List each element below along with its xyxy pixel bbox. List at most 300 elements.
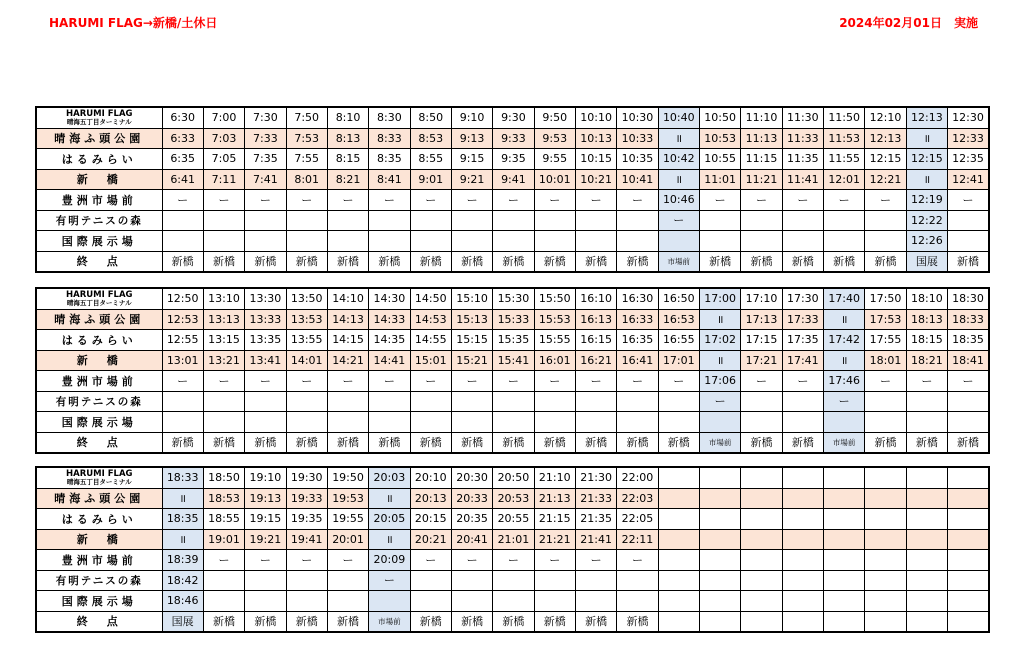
- time-cell: ー: [948, 371, 989, 392]
- time-cell: [948, 591, 989, 612]
- time-cell: [369, 231, 410, 252]
- time-cell: 17:06: [699, 371, 740, 392]
- stop-label: はるみらい: [36, 509, 162, 530]
- time-cell: ー: [617, 371, 658, 392]
- time-cell: 10:13: [575, 128, 616, 149]
- time-cell: 17:00: [699, 288, 740, 309]
- time-cell: 10:15: [575, 149, 616, 170]
- time-cell: [327, 391, 368, 412]
- time-cell: [948, 488, 989, 509]
- time-cell: [575, 391, 616, 412]
- time-cell: ー: [575, 371, 616, 392]
- time-cell: 8:30: [369, 107, 410, 128]
- time-cell: 8:10: [327, 107, 368, 128]
- row-shimbashi: [36, 529, 989, 550]
- time-cell: [245, 231, 286, 252]
- time-cell: [286, 210, 327, 231]
- row-ariake-tennis: [36, 210, 989, 231]
- time-cell: 10:33: [617, 128, 658, 149]
- time-cell: [410, 391, 451, 412]
- destination-cell: 新橋: [162, 432, 203, 453]
- time-cell: 16:10: [575, 288, 616, 309]
- time-cell: 18:01: [865, 350, 906, 371]
- time-cell: [824, 467, 865, 488]
- time-cell: 19:01: [203, 529, 244, 550]
- time-cell: 20:15: [410, 509, 451, 530]
- time-cell: 20:05: [369, 509, 410, 530]
- time-cell: 8:53: [410, 128, 451, 149]
- time-cell: 9:01: [410, 169, 451, 190]
- stop-label: 終 点: [36, 611, 162, 632]
- destination-cell: 新橋: [493, 432, 534, 453]
- timetable-title: HARUMI FLAG→新橋/土休日: [49, 16, 218, 30]
- time-cell: ー: [865, 190, 906, 211]
- time-cell: ー: [658, 371, 699, 392]
- time-cell: 12:15: [865, 149, 906, 170]
- time-cell: [824, 591, 865, 612]
- destination-cell: 新橋: [369, 251, 410, 272]
- time-cell: [782, 591, 823, 612]
- destination-cell: [948, 611, 989, 632]
- stop-label: 晴海ふ頭公園: [36, 488, 162, 509]
- time-cell: ー: [658, 210, 699, 231]
- row-terminal: [36, 611, 989, 632]
- time-cell: 15:41: [493, 350, 534, 371]
- time-cell: ー: [575, 550, 616, 571]
- time-cell: ー: [410, 190, 451, 211]
- destination-cell: 新橋: [534, 432, 575, 453]
- destination-cell: 新橋: [575, 251, 616, 272]
- time-cell: ー: [410, 550, 451, 571]
- time-cell: 21:41: [575, 529, 616, 550]
- time-cell: [451, 391, 492, 412]
- time-cell: 13:53: [286, 309, 327, 330]
- destination-cell: 新橋: [865, 251, 906, 272]
- time-cell: ー: [245, 371, 286, 392]
- time-cell: 13:55: [286, 330, 327, 351]
- timetable-block-1: [35, 106, 990, 273]
- time-cell: [699, 550, 740, 571]
- time-cell: [741, 509, 782, 530]
- time-cell: [782, 231, 823, 252]
- time-cell: 8:01: [286, 169, 327, 190]
- time-cell: ー: [493, 371, 534, 392]
- time-cell: 16:41: [617, 350, 658, 371]
- destination-cell: 国展: [906, 251, 947, 272]
- stop-label: 晴海ふ頭公園: [36, 128, 162, 149]
- destination-cell: 新橋: [658, 432, 699, 453]
- time-cell: ー: [824, 391, 865, 412]
- time-cell: [906, 488, 947, 509]
- time-cell: [699, 591, 740, 612]
- time-cell: 7:11: [203, 169, 244, 190]
- time-cell: ー: [245, 190, 286, 211]
- time-cell: [162, 210, 203, 231]
- time-cell: 20:01: [327, 529, 368, 550]
- time-cell: 9:15: [451, 149, 492, 170]
- time-cell: [410, 210, 451, 231]
- time-cell: 10:46: [658, 190, 699, 211]
- time-cell: 11:10: [741, 107, 782, 128]
- time-cell: ー: [741, 190, 782, 211]
- time-cell: [410, 412, 451, 433]
- time-cell: 18:42: [162, 570, 203, 591]
- time-cell: 7:50: [286, 107, 327, 128]
- time-cell: [741, 570, 782, 591]
- time-cell: [617, 210, 658, 231]
- time-cell: [906, 570, 947, 591]
- time-cell: [245, 570, 286, 591]
- time-cell: 18:13: [906, 309, 947, 330]
- time-cell: 12:10: [865, 107, 906, 128]
- destination-cell: 新橋: [699, 251, 740, 272]
- time-cell: ー: [575, 190, 616, 211]
- time-cell: [203, 210, 244, 231]
- time-cell: [410, 570, 451, 591]
- time-cell: 11:30: [782, 107, 823, 128]
- time-cell: [948, 550, 989, 571]
- time-cell: [782, 210, 823, 231]
- time-cell: 12:21: [865, 169, 906, 190]
- stop-label: 新 橋: [36, 169, 162, 190]
- time-cell: 20:21: [410, 529, 451, 550]
- time-cell: 18:53: [203, 488, 244, 509]
- time-cell: 12:01: [824, 169, 865, 190]
- time-cell: [203, 231, 244, 252]
- time-cell: ॥: [824, 350, 865, 371]
- time-cell: 18:33: [948, 309, 989, 330]
- time-cell: [451, 231, 492, 252]
- destination-cell: 新橋: [203, 611, 244, 632]
- row-shimbashi: [36, 169, 989, 190]
- time-cell: 20:55: [493, 509, 534, 530]
- time-cell: 7:35: [245, 149, 286, 170]
- destination-cell: 新橋: [906, 432, 947, 453]
- stop-label: 国際展示場: [36, 591, 162, 612]
- time-cell: 20:03: [369, 467, 410, 488]
- time-cell: [824, 570, 865, 591]
- time-cell: 10:50: [699, 107, 740, 128]
- time-cell: ー: [451, 371, 492, 392]
- time-cell: 15:01: [410, 350, 451, 371]
- destination-cell: [824, 611, 865, 632]
- destination-cell: 国展: [162, 611, 203, 632]
- time-cell: 13:35: [245, 330, 286, 351]
- destination-cell: 新橋: [741, 251, 782, 272]
- time-cell: 18:33: [162, 467, 203, 488]
- time-cell: ॥: [824, 309, 865, 330]
- row-harumi-futo-koen: [36, 128, 989, 149]
- time-cell: [782, 529, 823, 550]
- time-cell: 14:10: [327, 288, 368, 309]
- time-cell: [699, 570, 740, 591]
- time-cell: [493, 570, 534, 591]
- time-cell: ॥: [906, 128, 947, 149]
- time-cell: [575, 412, 616, 433]
- time-cell: 20:30: [451, 467, 492, 488]
- time-cell: 11:35: [782, 149, 823, 170]
- destination-cell: 新橋: [824, 251, 865, 272]
- time-cell: [906, 509, 947, 530]
- time-cell: 19:15: [245, 509, 286, 530]
- time-cell: 21:10: [534, 467, 575, 488]
- time-cell: [906, 391, 947, 412]
- time-cell: 14:41: [369, 350, 410, 371]
- destination-cell: 新橋: [245, 432, 286, 453]
- stop-label: 終 点: [36, 432, 162, 453]
- time-cell: 13:01: [162, 350, 203, 371]
- time-cell: 19:13: [245, 488, 286, 509]
- time-cell: [741, 550, 782, 571]
- destination-cell: 新橋: [782, 251, 823, 272]
- time-cell: 8:41: [369, 169, 410, 190]
- time-cell: ー: [203, 550, 244, 571]
- time-cell: [948, 467, 989, 488]
- time-cell: 17:15: [741, 330, 782, 351]
- time-cell: [286, 412, 327, 433]
- time-cell: 9:10: [451, 107, 492, 128]
- time-cell: [658, 529, 699, 550]
- destination-cell: 新橋: [617, 611, 658, 632]
- time-cell: [369, 591, 410, 612]
- time-cell: 14:53: [410, 309, 451, 330]
- time-cell: ー: [617, 550, 658, 571]
- time-cell: [617, 570, 658, 591]
- time-cell: ー: [451, 190, 492, 211]
- time-cell: ー: [369, 190, 410, 211]
- time-cell: [658, 509, 699, 530]
- destination-cell: 新橋: [575, 432, 616, 453]
- time-cell: ॥: [658, 169, 699, 190]
- time-cell: 17:50: [865, 288, 906, 309]
- time-cell: [865, 231, 906, 252]
- time-cell: ー: [782, 371, 823, 392]
- time-cell: ー: [534, 550, 575, 571]
- time-cell: 12:35: [948, 149, 989, 170]
- destination-cell: [741, 611, 782, 632]
- time-cell: [245, 210, 286, 231]
- time-cell: [782, 488, 823, 509]
- time-cell: 7:53: [286, 128, 327, 149]
- destination-cell: 新橋: [534, 611, 575, 632]
- row-harumirai: [36, 330, 989, 351]
- destination-cell: 新橋: [451, 432, 492, 453]
- row-toyosu-shijo-mae: [36, 371, 989, 392]
- time-cell: 19:41: [286, 529, 327, 550]
- time-cell: [534, 231, 575, 252]
- time-cell: 16:21: [575, 350, 616, 371]
- destination-cell: 新橋: [451, 251, 492, 272]
- time-cell: 9:50: [534, 107, 575, 128]
- time-cell: ॥: [369, 529, 410, 550]
- destination-cell: 市場前: [658, 251, 699, 272]
- time-cell: [493, 412, 534, 433]
- time-cell: [741, 231, 782, 252]
- row-toyosu-shijo-mae: [36, 190, 989, 211]
- time-cell: [451, 570, 492, 591]
- time-cell: [658, 570, 699, 591]
- time-cell: 20:09: [369, 550, 410, 571]
- time-cell: [948, 509, 989, 530]
- time-cell: [658, 488, 699, 509]
- destination-cell: 市場前: [369, 611, 410, 632]
- time-cell: 22:11: [617, 529, 658, 550]
- stop-label-origin: [36, 288, 162, 309]
- time-cell: [162, 231, 203, 252]
- time-cell: 10:55: [699, 149, 740, 170]
- time-cell: 8:21: [327, 169, 368, 190]
- destination-cell: 新橋: [948, 251, 989, 272]
- time-cell: [948, 231, 989, 252]
- time-cell: [286, 570, 327, 591]
- time-cell: [203, 570, 244, 591]
- stop-label: 晴海ふ頭公園: [36, 309, 162, 330]
- time-cell: 9:13: [451, 128, 492, 149]
- destination-cell: 新橋: [948, 432, 989, 453]
- destination-cell: 新橋: [286, 432, 327, 453]
- time-cell: ॥: [162, 488, 203, 509]
- time-cell: ー: [493, 190, 534, 211]
- time-cell: 16:30: [617, 288, 658, 309]
- time-cell: [658, 391, 699, 412]
- destination-cell: [699, 611, 740, 632]
- time-cell: [948, 210, 989, 231]
- time-cell: [451, 210, 492, 231]
- row-harumi-futo-koen: [36, 309, 989, 330]
- time-cell: 12:30: [948, 107, 989, 128]
- row-kokusai-tenjijo: [36, 591, 989, 612]
- time-cell: [162, 412, 203, 433]
- time-cell: 17:01: [658, 350, 699, 371]
- time-cell: [617, 391, 658, 412]
- destination-cell: 新橋: [369, 432, 410, 453]
- time-cell: 18:10: [906, 288, 947, 309]
- time-cell: [906, 412, 947, 433]
- time-cell: 10:01: [534, 169, 575, 190]
- time-cell: ー: [741, 371, 782, 392]
- time-cell: ー: [699, 190, 740, 211]
- time-cell: 8:15: [327, 149, 368, 170]
- time-cell: [865, 570, 906, 591]
- row-harumirai: [36, 509, 989, 530]
- time-cell: 17:41: [782, 350, 823, 371]
- destination-cell: 新橋: [410, 251, 451, 272]
- time-cell: [699, 488, 740, 509]
- time-cell: [534, 210, 575, 231]
- time-cell: [369, 210, 410, 231]
- time-cell: 18:41: [948, 350, 989, 371]
- time-cell: 16:53: [658, 309, 699, 330]
- time-cell: [369, 391, 410, 412]
- destination-cell: 新橋: [493, 251, 534, 272]
- time-cell: 8:50: [410, 107, 451, 128]
- time-cell: ー: [245, 550, 286, 571]
- time-cell: 10:40: [658, 107, 699, 128]
- time-cell: 9:41: [493, 169, 534, 190]
- time-cell: 14:13: [327, 309, 368, 330]
- time-cell: 20:53: [493, 488, 534, 509]
- destination-cell: 新橋: [493, 611, 534, 632]
- row-harumi-futo-koen: [36, 488, 989, 509]
- time-cell: 7:00: [203, 107, 244, 128]
- time-cell: 20:13: [410, 488, 451, 509]
- stop-label-origin: [36, 467, 162, 488]
- row-harumi-flag: [36, 107, 989, 128]
- time-cell: 17:53: [865, 309, 906, 330]
- time-cell: 16:01: [534, 350, 575, 371]
- time-cell: [865, 591, 906, 612]
- stop-label-origin-jp: 晴海五丁目ターミナル: [66, 298, 132, 307]
- time-cell: 17:13: [741, 309, 782, 330]
- time-cell: 19:50: [327, 467, 368, 488]
- time-cell: ー: [327, 190, 368, 211]
- time-cell: [948, 391, 989, 412]
- time-cell: 6:30: [162, 107, 203, 128]
- time-cell: ー: [865, 371, 906, 392]
- time-cell: 16:50: [658, 288, 699, 309]
- time-cell: 16:33: [617, 309, 658, 330]
- time-cell: [658, 467, 699, 488]
- time-cell: 20:41: [451, 529, 492, 550]
- time-cell: [245, 391, 286, 412]
- time-cell: ー: [948, 190, 989, 211]
- time-cell: [699, 509, 740, 530]
- time-cell: 15:53: [534, 309, 575, 330]
- time-cell: [741, 488, 782, 509]
- destination-cell: 新橋: [741, 432, 782, 453]
- time-cell: [327, 412, 368, 433]
- time-cell: 8:33: [369, 128, 410, 149]
- time-cell: [203, 391, 244, 412]
- time-cell: [493, 591, 534, 612]
- time-cell: [617, 591, 658, 612]
- time-cell: 12:33: [948, 128, 989, 149]
- time-cell: 21:33: [575, 488, 616, 509]
- time-cell: [741, 591, 782, 612]
- time-cell: ॥: [699, 309, 740, 330]
- time-cell: [658, 412, 699, 433]
- time-cell: [948, 412, 989, 433]
- time-cell: [617, 412, 658, 433]
- stop-label-origin-en: HARUMI FLAG: [66, 108, 133, 119]
- time-cell: 6:35: [162, 149, 203, 170]
- time-cell: [493, 231, 534, 252]
- time-cell: 17:35: [782, 330, 823, 351]
- time-cell: 10:10: [575, 107, 616, 128]
- time-cell: [534, 412, 575, 433]
- time-cell: [245, 591, 286, 612]
- stop-label-origin-en: HARUMI FLAG: [66, 468, 133, 479]
- time-cell: 21:21: [534, 529, 575, 550]
- time-cell: 14:15: [327, 330, 368, 351]
- time-cell: 21:01: [493, 529, 534, 550]
- time-cell: [824, 509, 865, 530]
- stop-label-origin: [36, 107, 162, 128]
- row-terminal: [36, 432, 989, 453]
- stop-label: 国際展示場: [36, 231, 162, 252]
- time-cell: 11:13: [741, 128, 782, 149]
- stop-label: 有明テニスの森: [36, 391, 162, 412]
- time-cell: 18:35: [948, 330, 989, 351]
- time-cell: 12:13: [865, 128, 906, 149]
- time-cell: [741, 412, 782, 433]
- time-cell: 20:35: [451, 509, 492, 530]
- time-cell: 15:21: [451, 350, 492, 371]
- time-cell: 15:13: [451, 309, 492, 330]
- time-cell: [948, 570, 989, 591]
- time-cell: ー: [782, 190, 823, 211]
- destination-cell: 新橋: [410, 611, 451, 632]
